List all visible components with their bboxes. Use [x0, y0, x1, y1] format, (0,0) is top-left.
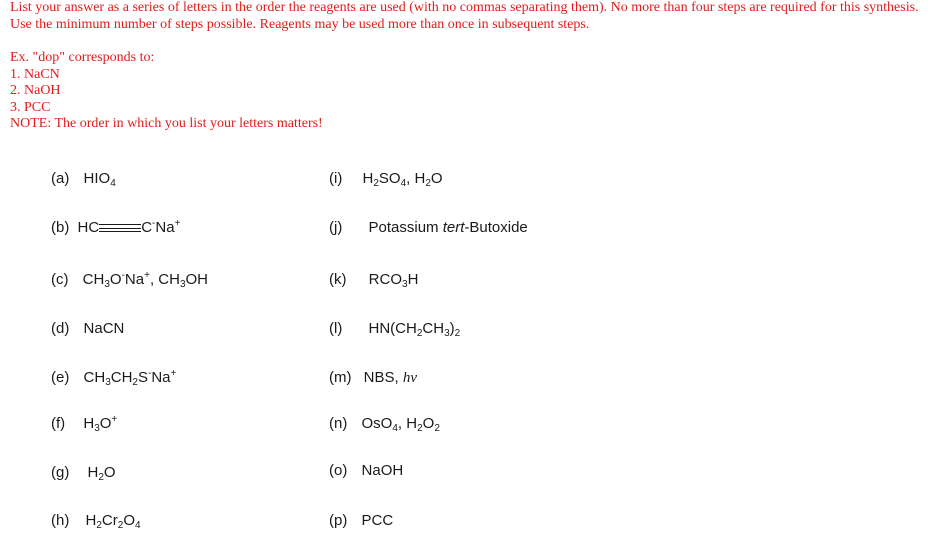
reagent-label: (c) — [51, 271, 69, 288]
reagent-formula: OsO$_4$, $H_2O_2$ — [361, 415, 440, 434]
reagent-label: (b) — [51, 219, 70, 236]
reagent-formula: NBS, hν — [363, 369, 418, 386]
reagent-formula: NaOH — [361, 462, 404, 479]
reagent-b[interactable] — [51, 219, 180, 236]
reagent-label: (a) — [51, 170, 70, 187]
reagent-k[interactable] — [329, 271, 418, 288]
reagent-h[interactable] — [51, 512, 141, 529]
reagent-c[interactable] — [51, 271, 208, 288]
reagent-n[interactable] — [329, 415, 440, 432]
reagent-a[interactable] — [51, 170, 116, 187]
reagent-label: (g) — [51, 464, 70, 481]
reagent-o[interactable] — [329, 462, 403, 479]
reagent-m[interactable] — [329, 369, 417, 387]
reagent-label: (i) — [329, 170, 343, 187]
reagent-d[interactable] — [51, 320, 124, 337]
reagent-label: (e) — [51, 369, 70, 386]
reagent-p[interactable] — [329, 512, 393, 529]
reagent-label: (l) — [329, 320, 343, 337]
instruction-line-2: Use the minimum number of steps possible. Reagents may be used more than once in subsequent steps. — [10, 16, 590, 32]
example-intro: Ex. "dop" corresponds to: — [10, 50, 155, 65]
reagent-label: (j) — [329, 219, 343, 236]
reagent-g[interactable] — [51, 464, 116, 481]
reagent-label: (p) — [329, 512, 348, 529]
example-step-2: 2. NaOH — [10, 83, 61, 98]
reagent-formula: $H_2SO_4$, $H_2O$ — [362, 170, 443, 189]
reagent-formula: $RCO_3H$ — [368, 271, 419, 290]
reagent-label: (m) — [329, 369, 352, 386]
reagent-formula: $H_2O$ — [87, 464, 116, 483]
reagent-label: (o) — [329, 462, 348, 479]
reagent-label: (d) — [51, 320, 70, 337]
reagent-formula: HC C-Na+ — [77, 218, 181, 236]
reagent-formula: $HN(CH_2CH_3)_2$ — [368, 320, 461, 339]
reagent-e[interactable] — [51, 369, 176, 386]
instruction-line-1: List your answer as a series of letters in the order the reagents are used (with no commas separating them). No more than four steps are required for this synthesis. — [10, 0, 919, 15]
reagent-formula: PCC — [361, 512, 394, 529]
reagent-formula: $H_2Cr_2O_4$ — [85, 512, 141, 531]
example-step-1: 1. NaCN — [10, 66, 60, 82]
triple-bond — [99, 222, 141, 234]
reagent-label: (n) — [329, 415, 348, 432]
reagent-i[interactable] — [329, 170, 443, 187]
reagent-formula: Potassium tert-Butoxide — [368, 219, 528, 236]
reagent-formula: $CH_3O^-Na^+$, $CH_3OH$ — [82, 270, 209, 290]
reagent-label: (f) — [51, 415, 66, 432]
reagent-formula: NaCN — [83, 320, 125, 337]
reagent-l[interactable] — [329, 320, 460, 337]
reagent-formula: $HIO_4$ — [83, 170, 116, 189]
reagent-j[interactable] — [329, 219, 528, 236]
reagent-label: (k) — [329, 271, 347, 288]
reagent-label: (h) — [51, 512, 70, 529]
reagent-f[interactable] — [51, 415, 117, 432]
instructions — [10, 0, 935, 133]
reagent-formula: $H_3O^+$ — [83, 414, 118, 434]
note: NOTE: The order in which you list your letters matters! — [10, 116, 323, 131]
reagent-formula: $CH_3CH_2S^-Na^+$ — [83, 368, 177, 388]
example-step-3: 3. PCC — [10, 99, 51, 115]
